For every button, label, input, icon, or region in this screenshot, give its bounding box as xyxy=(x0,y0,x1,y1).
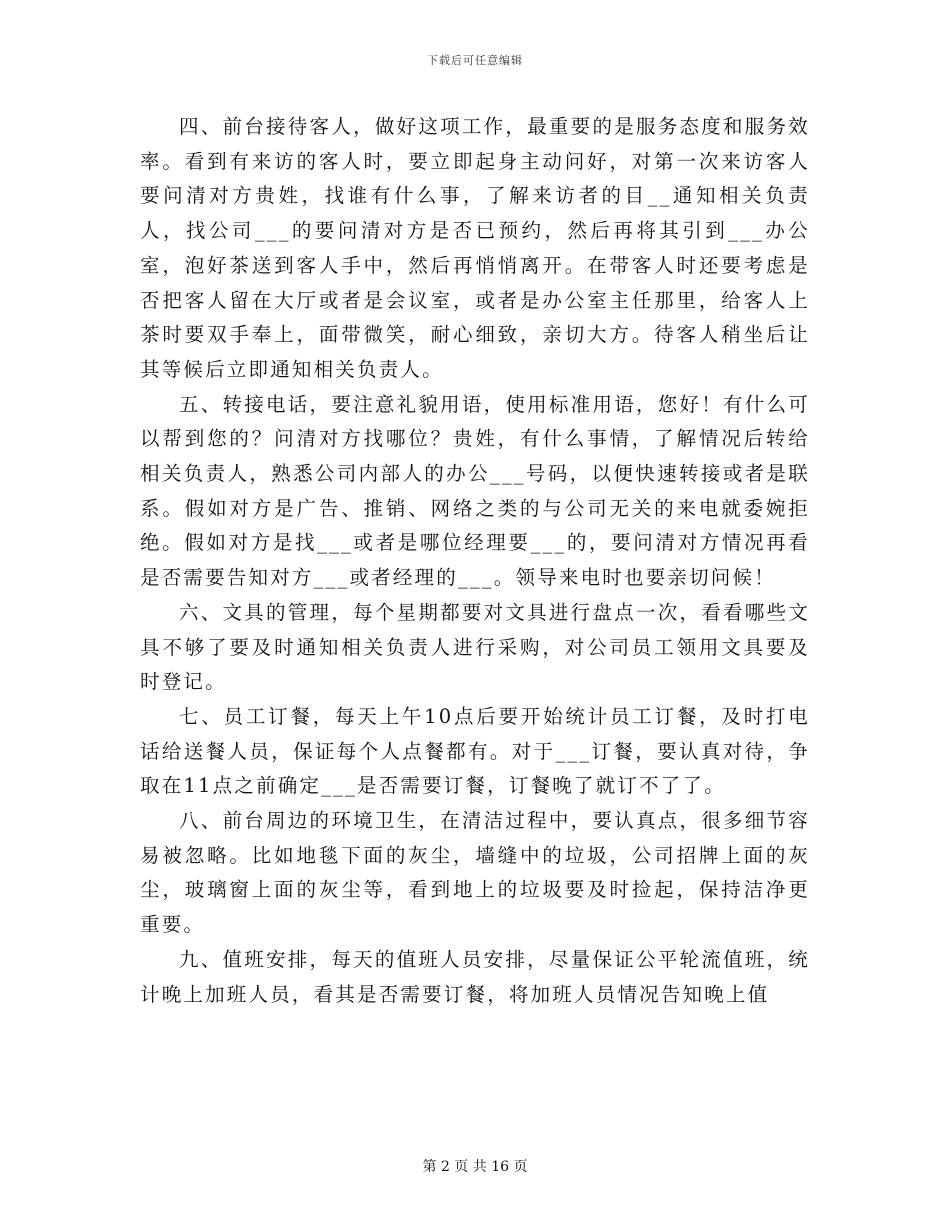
document-body xyxy=(140,110,810,1012)
paragraph-meal-ordering: 七、员工订餐，每天上午10点后要开始统计员工订餐，及时打电话给送餐人员，保证每个人点餐都有。对于___订餐，要认真对待，争取在11点之前确定___是否需要订餐，订餐晚了就订不了了。 xyxy=(140,704,810,798)
paragraph-phone-transfer: 五、转接电话，要注意礼貌用语，使用标准用语，您好！有什么可以帮到您的？问清对方找哪位？贵姓，有什么事情，了解情况后转给相关负责人，熟悉公司内部人的办公___号码，以便快速转接或者是联系。假如对方是广告、推销、网络之类的与公司无关的来电就委婉拒绝。假如对方是找___或者是哪位经理要___的，要问清对方情况再看是否需要告知对方___或者经理的___。领导来电时也要亲切问候！ xyxy=(140,392,810,590)
page-header: 下载后可任意编辑 xyxy=(427,54,523,67)
paragraph-duty-schedule: 九、值班安排，每天的值班人员安排，尽量保证公平轮流值班，统计晚上加班人员，看其是否需要订餐，将加班人员情况告知晚上值 xyxy=(140,947,810,1006)
paragraph-stationery: 六、文具的管理，每个星期都要对文具进行盘点一次，看看哪些文具不够了要及时通知相关负责人进行采购，对公司员工领用文具要及时登记。 xyxy=(140,600,810,694)
paragraph-hygiene: 八、前台周边的环境卫生，在清洁过程中，要认真点，很多细节容易被忽略。比如地毯下面的灰尘，墙缝中的垃圾，公司招牌上面的灰尘，玻璃窗上面的灰尘等，看到地上的垃圾要及时捡起，保持洁净更重要。 xyxy=(140,809,810,937)
paragraph-reception: 四、前台接待客人，做好这项工作，最重要的是服务态度和服务效率。看到有来访的客人时，要立即起身主动问好，对第一次来访客人要问清对方贵姓，找谁有什么事，了解来访者的目__通知相关负责人，找公司___的要问清对方是否已预约，然后再将其引到___办公室，泡好茶送到客人手中，然后再悄悄离开。在带客人时还要考虑是否把客人留在大厅或者是会议室，或者是办公室主任那里，给客人上茶时要双手奉上，面带微笑，耐心细致，亲切大方。待客人稍坐后让其等候后立即通知相关负责人。 xyxy=(140,115,810,381)
page-number: 第 2 页 共 16 页 xyxy=(422,1159,528,1175)
